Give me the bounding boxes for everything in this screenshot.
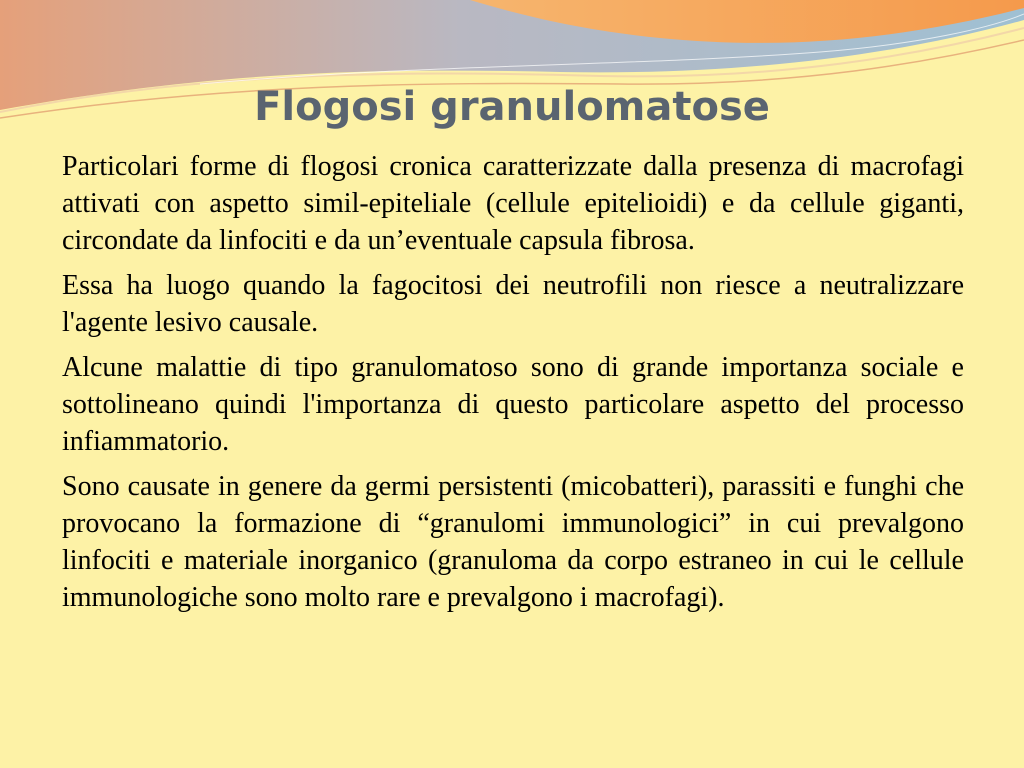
paragraph-3: Alcune malattie di tipo granulomatoso sono di grande importanza sociale e sottolineano quindi l'importanza di questo particolare aspetto del processo infiammatorio. [62, 352, 964, 457]
paragraph-1: Particolari forme di flogosi cronica caratterizzate dalla presenza di macrofagi attivati con aspetto simil-epiteliale (cellule epitelioidi) e da cellule giganti, circondate da linfociti e da un’eventuale capsula fibrosa. [62, 151, 964, 256]
paragraph-2: Essa ha luogo quando la fagocitosi dei neutrofili non riesce a neutralizzare l'agente lesivo causale. [62, 270, 964, 338]
paragraph-4: Sono causate in genere da germi persistenti (micobatteri), parassiti e funghi che provocano la formazione di “granulomi immunologici” in cui prevalgono linfociti e materiale inorganico (granuloma da corpo estraneo in cui le cellule immunologiche sono molto rare e prevalgono i macrofagi). [62, 471, 964, 613]
slide-title: Flogosi granulomatose [254, 84, 770, 130]
slide-body [62, 148, 964, 624]
